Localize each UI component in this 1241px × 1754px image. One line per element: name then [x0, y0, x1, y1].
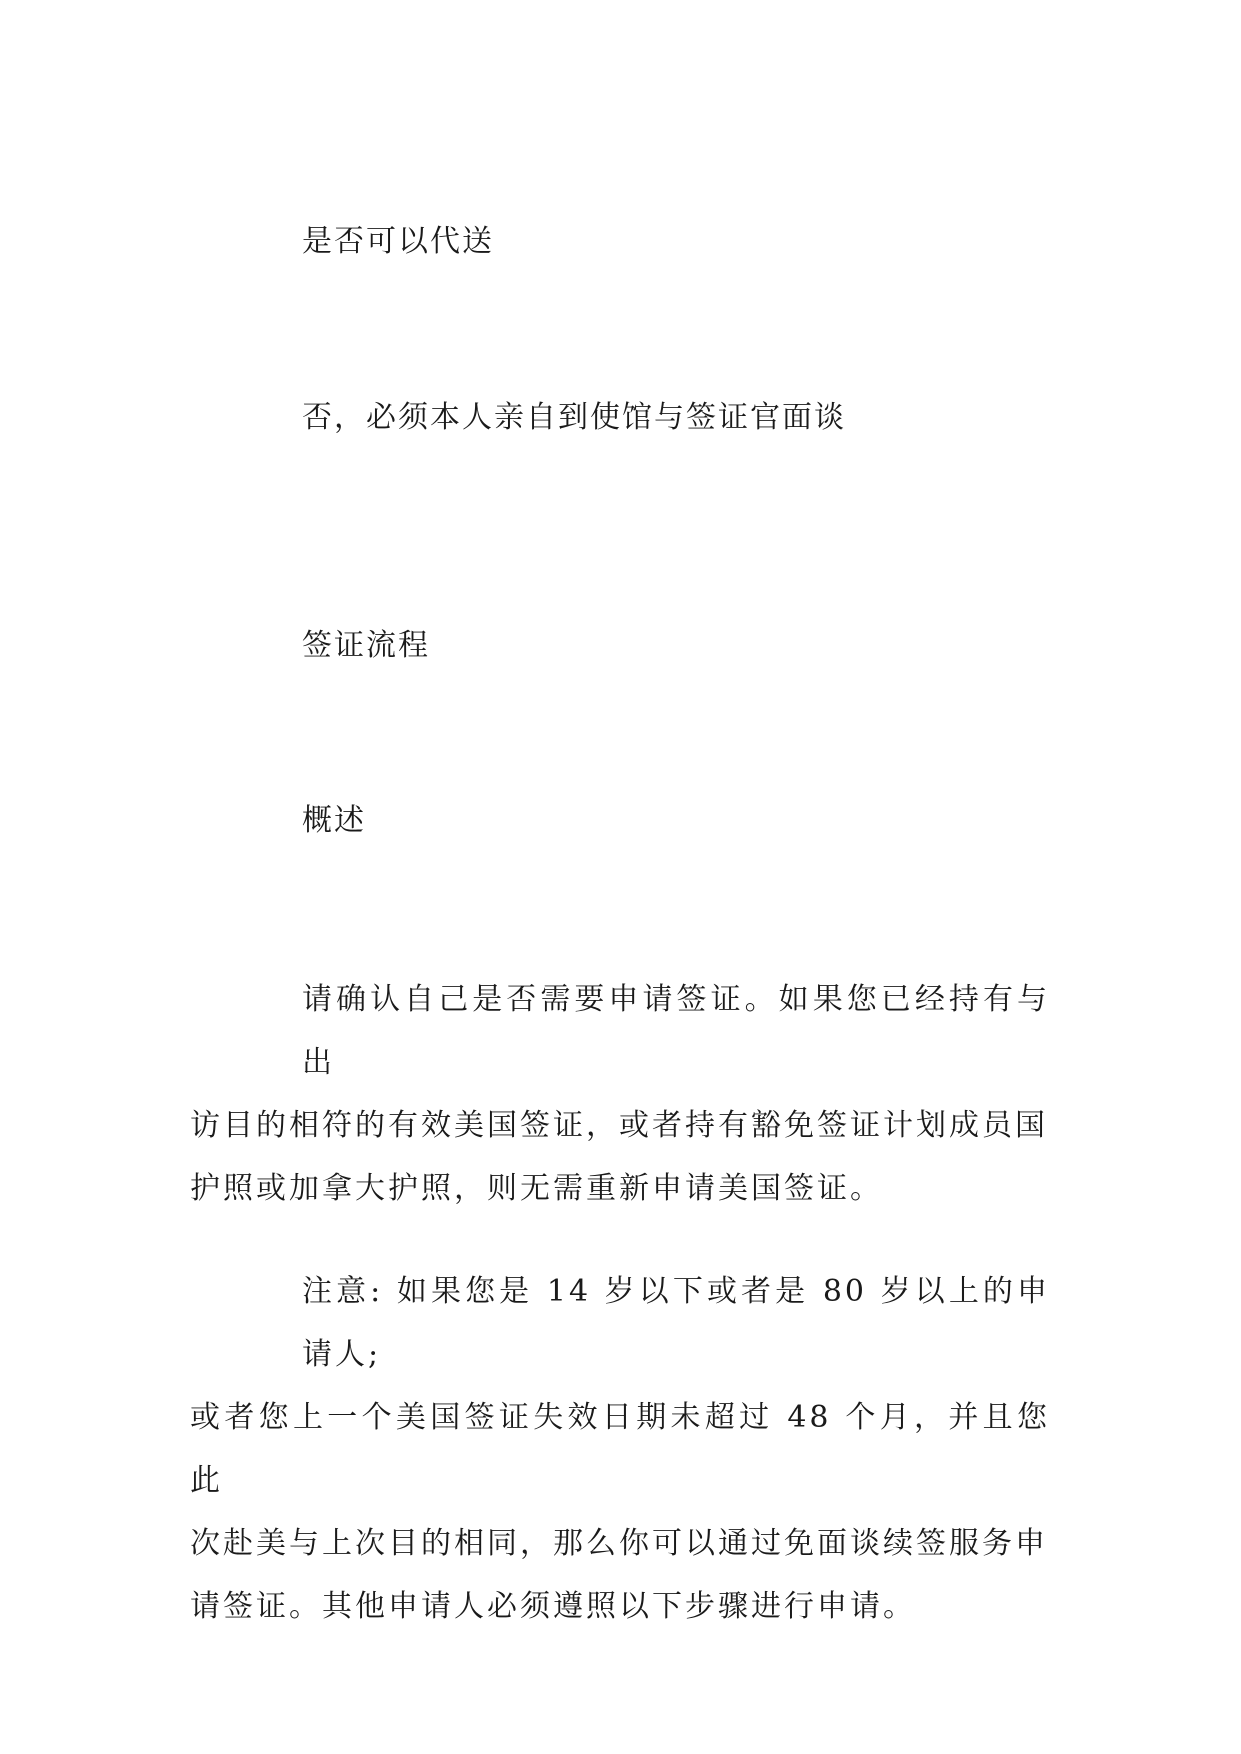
paragraph-line: 注意: 如果您是 14 岁以下或者是 80 岁以上的申请人;	[302, 1274, 1050, 1372]
paragraph-line: 访目的相符的有效美国签证，或者持有豁免签证计划成员国	[190, 1108, 1048, 1143]
section-title: 签证流程	[302, 628, 430, 663]
subsection-title: 概述	[302, 803, 366, 838]
paragraph-line: 次赴美与上次目的相同，那么你可以通过免面谈续签服务申	[190, 1526, 1048, 1561]
question-answer: 否，必须本人亲自到使馆与签证官面谈	[302, 400, 846, 435]
paragraph-line: 请签证。其他申请人必须遵照以下步骤进行申请。	[190, 1589, 916, 1624]
overview-paragraph	[190, 968, 1050, 1220]
paragraph-line: 请确认自己是否需要申请签证。如果您已经持有与出	[302, 982, 1050, 1080]
note-paragraph	[190, 1260, 1050, 1638]
paragraph-line: 或者您上一个美国签证失效日期未超过 48 个月，并且您此	[190, 1400, 1050, 1498]
question-heading: 是否可以代送	[302, 224, 494, 259]
paragraph-line: 护照或加拿大护照，则无需重新申请美国签证。	[190, 1171, 883, 1206]
